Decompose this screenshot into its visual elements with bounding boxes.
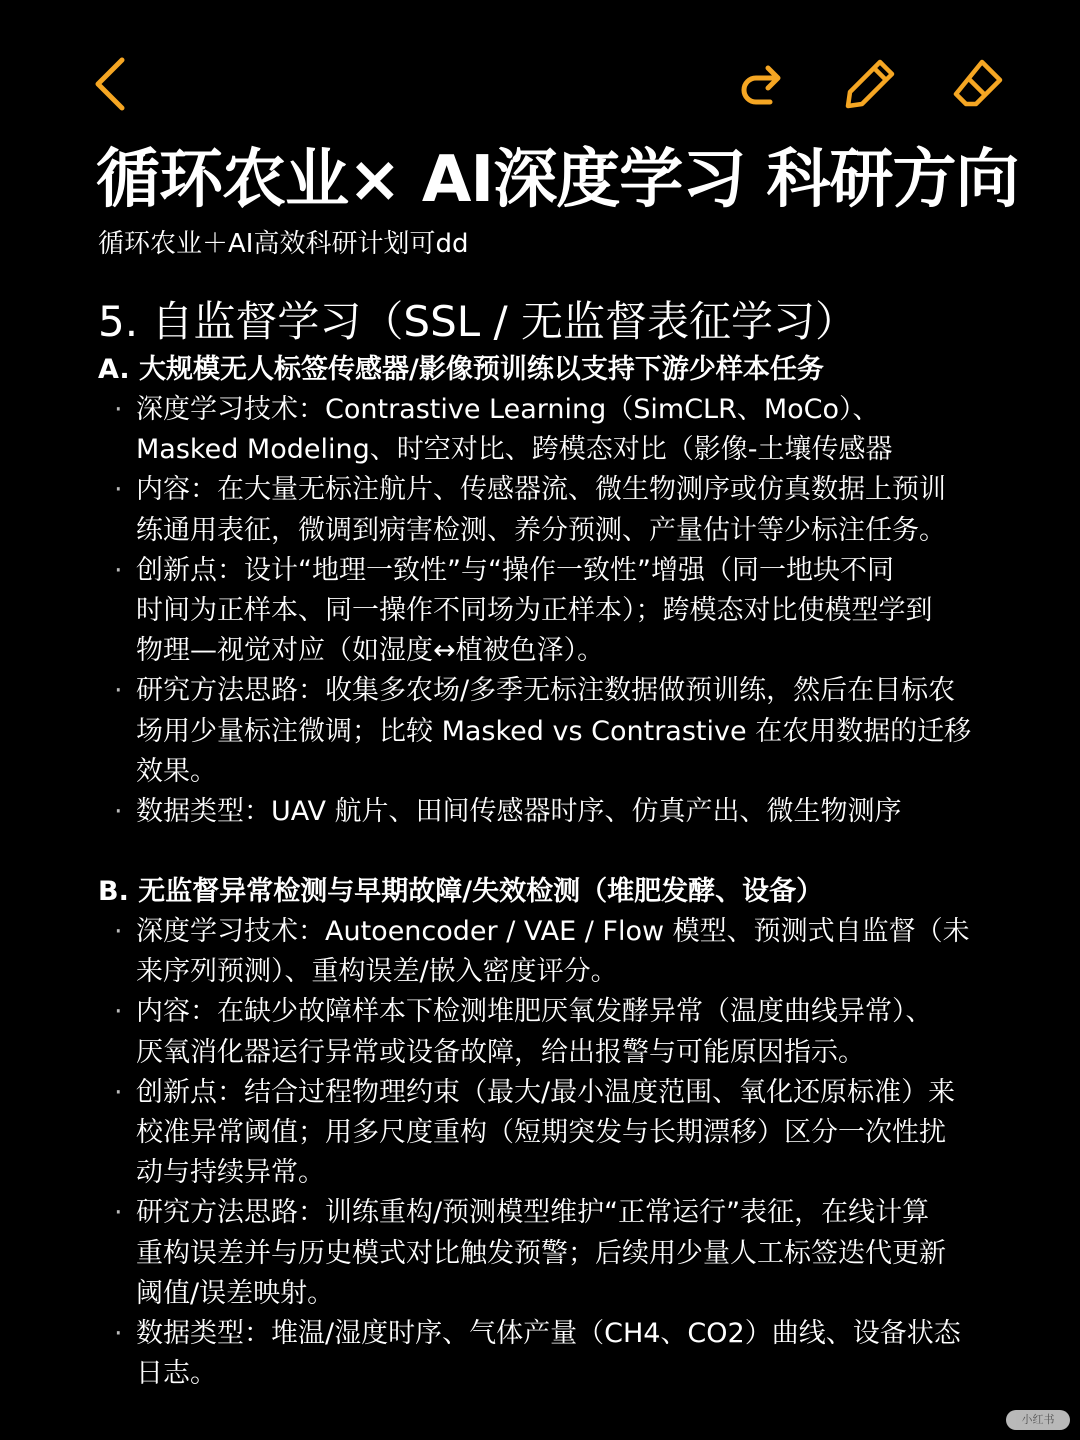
pen-button[interactable] (838, 52, 902, 116)
note-toolbar (0, 0, 1080, 150)
bullet-text: 内容：在大量无标注航片、传感器流、微生物测序或仿真数据上预训 练通用表征，微调到病害检测、养分预测、产量估计等少标注任务。 (136, 474, 946, 546)
bullet-text: 研究方法思路：训练重构/预测模型维护“正常运行”表征，在线计算 重构误差并与历史模式对比触发预警；后续用少量人工标签迭代更新 阈值/误差映射。 (136, 1197, 946, 1309)
watermark-logo: 小红书 (1006, 1410, 1070, 1430)
bullet-dot: · (114, 474, 123, 506)
redo-icon (736, 58, 788, 110)
bullet-item (112, 1314, 1022, 1394)
bullet-dot: · (114, 996, 123, 1028)
bullet-text: 数据类型：堆温/湿度时序、气体产量（CH4、CO2）曲线、设备状态 日志。 (136, 1318, 961, 1390)
note-subtitle: 循环农业＋AI高效科研计划可dd (98, 229, 469, 259)
bullet-item (112, 792, 1022, 832)
bullet-dot: · (114, 554, 123, 586)
note-title: 循环农业× AI深度学习 科研方向 (96, 143, 1019, 217)
bullet-dot: · (114, 1197, 123, 1229)
bullet-item (112, 551, 1022, 672)
bullet-text: 研究方法思路：收集多农场/多季无标注数据做预训练，然后在目标农 场用少量标注微调；比较 Masked vs Contrastive 在农用数据的迁移 效果。 (136, 675, 972, 787)
bullet-item (112, 992, 1022, 1072)
bullet-item (112, 1073, 1022, 1194)
bullet-item (112, 671, 1022, 792)
bullet-item (112, 390, 1022, 470)
bullet-list-a (112, 390, 1022, 832)
bullet-text: 创新点：结合过程物理约束（最大/最小温度范围、氧化还原标准）来 校准异常阈值；用多尺度重构（短期突发与长期漂移）区分一次性扰 动与持续异常。 (136, 1076, 956, 1189)
bullet-dot: · (114, 675, 123, 707)
eraser-button[interactable] (946, 52, 1010, 116)
redo-button[interactable] (730, 52, 794, 116)
bullet-item (112, 912, 1022, 992)
bullet-dot: · (114, 394, 123, 425)
bullet-dot: · (114, 916, 123, 947)
bullet-text: 数据类型：UAV 航片、田间传感器时序、仿真产出、微生物测序 (136, 796, 902, 828)
subsection-heading-b: B. 无监督异常检测与早期故障/失效检测（堆肥发酵、设备） (98, 876, 824, 907)
bullet-item (112, 1193, 1022, 1314)
bullet-dot: · (114, 796, 123, 828)
bullet-item (112, 470, 1022, 550)
section-heading: 5. 自监督学习（SSL / 无监督表征学习） (98, 297, 857, 346)
back-arrow-icon (86, 56, 134, 112)
bullet-dot: · (114, 1318, 123, 1350)
subsection-heading-a: A. 大规模无人标签传感器/影像预训练以支持下游少样本任务 (98, 354, 824, 385)
bullet-list-b (112, 912, 1022, 1394)
bullet-text: 深度学习技术：Autoencoder / VAE / Flow 模型、预测式自监督（未 来序列预测）、重构误差/嵌入密度评分。 (136, 916, 970, 988)
bullet-text: 创新点：设计“地理一致性”与“操作一致性”增强（同一地块不同 时间为正样本、同一操作不同场为正样本）；跨模态对比使模型学到 物理—视觉对应（如湿度↔植被色泽）。 (136, 554, 933, 667)
bullet-text: 深度学习技术：Contrastive Learning（SimCLR、MoCo）、 Masked Modeling、时空对比、跨模态对比（影像-土壤传感器 (136, 394, 893, 466)
pencil-icon (842, 56, 898, 112)
bullet-text: 内容：在缺少故障样本下检测堆肥厌氧发酵异常（温度曲线异常）、 厌氧消化器运行异常或设备故障，给出报警与可能原因指示。 (136, 996, 933, 1068)
back-button[interactable] (78, 52, 142, 116)
bullet-dot: · (114, 1076, 123, 1108)
eraser-icon (950, 56, 1006, 112)
